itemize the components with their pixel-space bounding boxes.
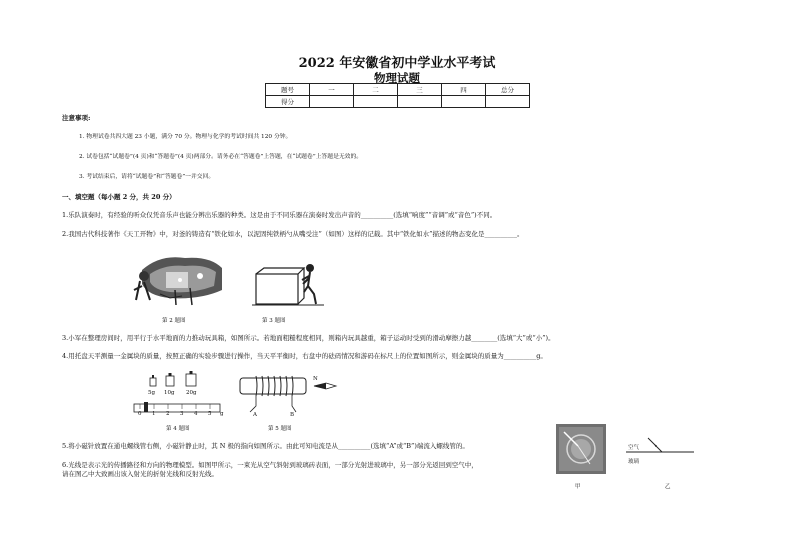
table-cell bbox=[486, 96, 530, 108]
table-cell bbox=[354, 96, 398, 108]
terminal-a-label: A bbox=[253, 412, 257, 418]
score-table-header-row bbox=[266, 84, 530, 96]
figure-3-illustration bbox=[252, 262, 324, 312]
weight-label-5g: 5g bbox=[148, 390, 156, 396]
figure-2-illustration bbox=[130, 250, 228, 312]
note-item-1: 1. 物理试卷共四大题 23 小题，满分 70 分。物理与化学的考试时间共 120 分钟。 bbox=[79, 134, 292, 140]
table-cell: 题号 bbox=[266, 84, 310, 96]
scale-mark-unit: g bbox=[220, 411, 224, 417]
question-1: 1.乐队演奏时，有经验的听众仅凭音乐声也能分辨出乐器的种类。这是由于不同乐器在演奏时发出声音的__________(选填“响度”“音调”或“音色”)不同。 bbox=[62, 211, 497, 219]
score-table-score-row bbox=[266, 96, 530, 108]
needle-n-label: N bbox=[313, 376, 318, 382]
table-cell bbox=[398, 96, 442, 108]
table-cell: 一 bbox=[310, 84, 354, 96]
table-cell: 二 bbox=[354, 84, 398, 96]
scale-mark: 1 bbox=[152, 411, 156, 417]
table-cell: 得分 bbox=[266, 96, 310, 108]
scale-mark: 5 bbox=[208, 411, 212, 417]
table-cell: 三 bbox=[398, 84, 442, 96]
figure-6-jia-photo bbox=[556, 424, 608, 476]
weight-label-10g: 10g bbox=[164, 390, 175, 396]
scale-mark: 0 bbox=[138, 411, 142, 417]
glass-label: 玻璃 bbox=[628, 459, 640, 465]
air-label: 空气 bbox=[628, 445, 640, 451]
note-item-2: 2. 试卷包括“试题卷”(4 页)和“答题卷”(4 页)两部分。请务必在“答题卷”上答题，在“试题卷”上答题是无效的。 bbox=[79, 154, 363, 160]
scale-mark: 2 bbox=[166, 411, 170, 417]
figure-4-caption: 第 4 题图 bbox=[166, 426, 190, 432]
note-item-3: 3. 考试结束后，请将“试题卷”和“答题卷”一并交回。 bbox=[79, 174, 215, 180]
question-5: 5.将小磁针放置在通电螺线管右侧，小磁针静止时，其 N 极的指向如图所示。由此可知电流是从__________(选填“A”或“B”)端流入螺线管的。 bbox=[62, 442, 469, 450]
figure-6-yi-caption: 乙 bbox=[665, 484, 671, 490]
page-title: 2022 年安徽省初中学业水平考试 bbox=[298, 56, 496, 71]
scale-mark: 3 bbox=[180, 411, 184, 417]
figure-2-caption: 第 2 题图 bbox=[162, 318, 186, 324]
figure-3-caption: 第 3 题图 bbox=[262, 318, 286, 324]
question-4: 4.用托盘天平测量一金属块的质量，按照正确的实验步骤进行操作，当天平平衡时，右盘中的砝码情况和游码在标尺上的位置如图所示，则金属块的质量为__________g。 bbox=[62, 352, 547, 360]
question-6-line-2: 请在图乙中大致画出该入射光的折射光线和反射光线。 bbox=[62, 470, 218, 478]
figure-5-caption: 第 5 题图 bbox=[268, 426, 292, 432]
notes-heading: 注意事项: bbox=[62, 114, 91, 122]
question-2: 2.我国古代科技著作《天工开物》中，对釜的铸造有“铁化如水，以泥固纯铁柄勺从嘴受注”（如图）这样的记载。其中“铁化如水”描述的物态变化是__________。 bbox=[62, 230, 524, 238]
question-3: 3.小军在整理房间时，用平行于水平地面的力推动玩具箱，如图所示。若地面粗糙程度相同，则箱内玩具越重，箱子运动时受到的滑动摩擦力越________(选填“大”或“小”)。 bbox=[62, 334, 555, 342]
table-cell: 四 bbox=[442, 84, 486, 96]
weight-label-20g: 20g bbox=[186, 390, 197, 396]
table-cell: 总分 bbox=[486, 84, 530, 96]
terminal-b-label: B bbox=[290, 412, 295, 418]
page-subtitle: 物理试题 bbox=[374, 71, 420, 85]
question-6-line-1: 6.光线是表示光的传播路径和方向的物理模型。如图甲所示，一束光从空气斜射到玻璃砖表面，一部分光射进玻璃中，另一部分光返回到空气中， bbox=[62, 461, 478, 469]
figure-6-jia-caption: 甲 bbox=[575, 484, 581, 490]
section-heading: 一、填空题（每小题 2 分，共 20 分） bbox=[62, 193, 176, 201]
scale-mark: 4 bbox=[194, 411, 198, 417]
score-table bbox=[265, 83, 530, 108]
table-cell bbox=[442, 96, 486, 108]
table-cell bbox=[310, 96, 354, 108]
